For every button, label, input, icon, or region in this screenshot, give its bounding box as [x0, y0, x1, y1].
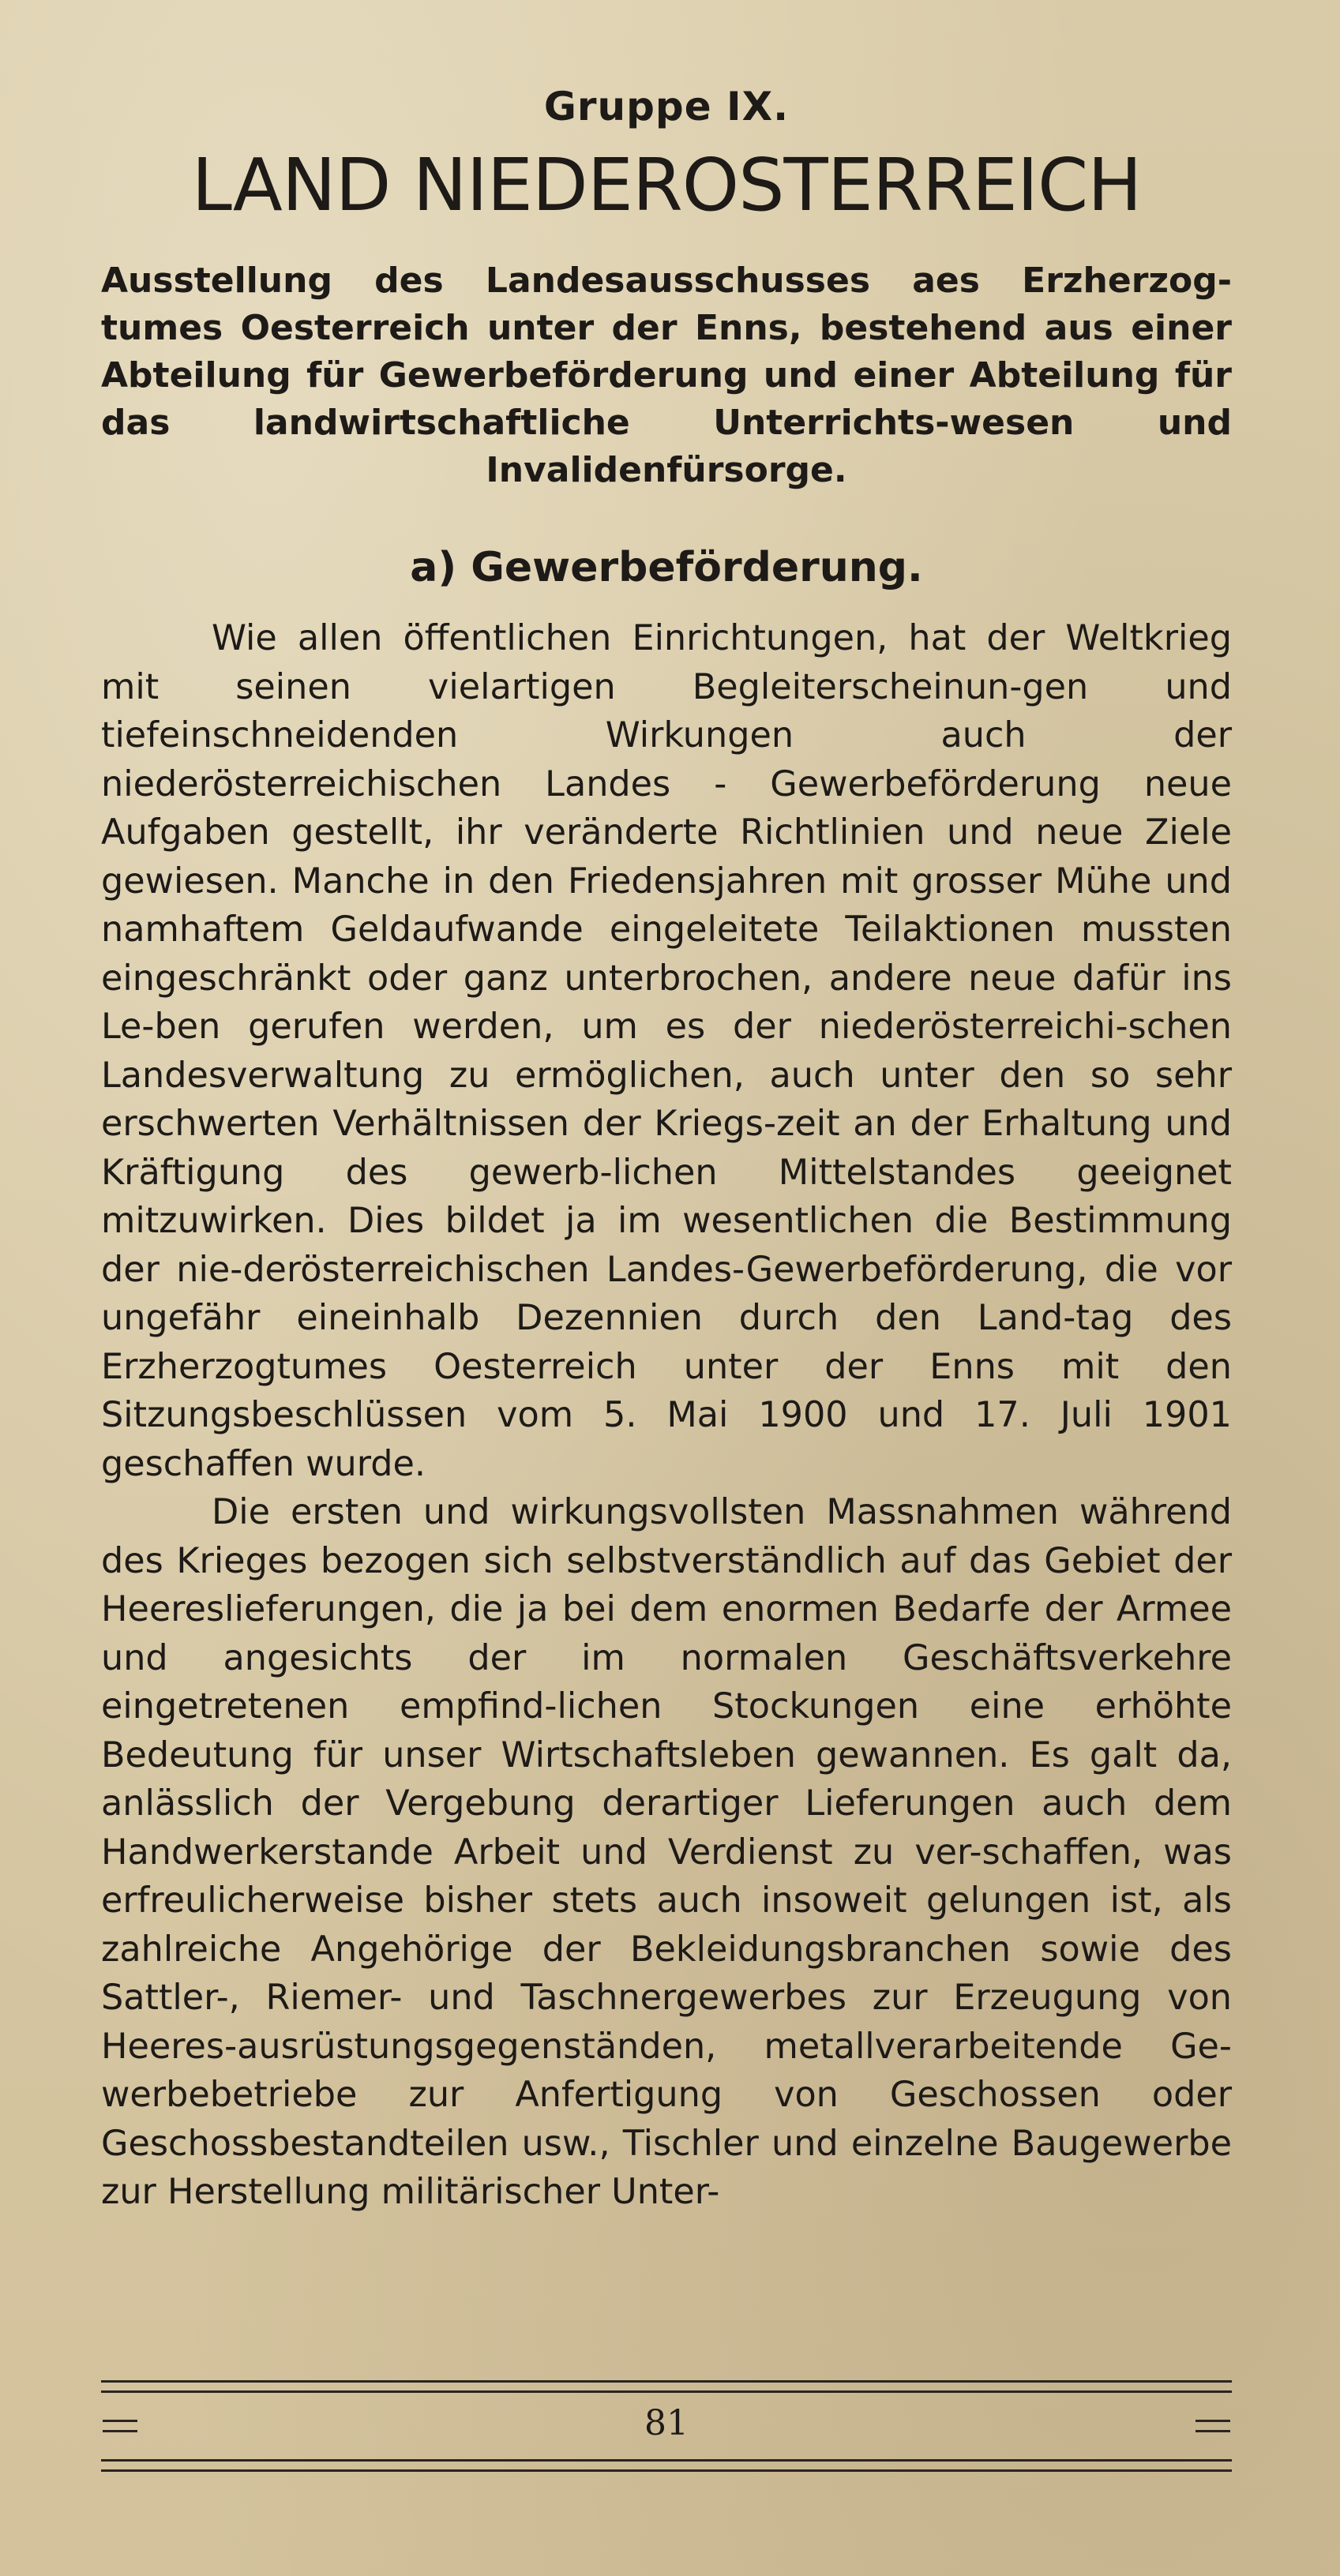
footer-dash-right — [1195, 2420, 1230, 2432]
paragraph-1: Wie allen öffentlichen Einrichtungen, hat der Weltkrieg mit seinen vielartigen Begleiterscheinun-gen und tiefeinschneidenden Wirkungen auch der niederösterreichischen Landes - Gewerbeförderung neue Aufgaben gestellt, ihr veränderte Richtlinien und neue Ziele gewiesen. Manche in den Friedensjahren mit grosser Mühe und namhaftem Geldaufwande eingeleitete Teilaktionen mussten eingeschränkt oder ganz unterbrochen, andere neue dafür ins Le-ben gerufen werden, um es der niederösterreichi-schen Landesverwaltung zu ermöglichen, auch unter den so sehr erschwerten Verhältnissen der Kriegs-zeit an der Erhaltung und Kräftigung des gewerb-lichen Mittelstandes geeignet mitzuwirken. Dies bildet ja im wesentlichen die Bestimmung der nie-derösterreichischen Landes-Gewerbeförderung, die vor ungefähr eineinhalb Dezennien durch den Land-tag des Erzherzogtumes Oesterreich unter der Enns mit den Sitzungsbeschlüssen vom 5. Mai 1900 und 17. Juli 1901 geschaffen wurde. — [101, 618, 1232, 1484]
page-number: 81 — [644, 2403, 689, 2443]
page-content — [101, 79, 1232, 2217]
section-heading: a) Gewerbeförderung. — [410, 544, 923, 591]
footer-rule-bottom — [101, 2459, 1232, 2472]
page-title: LAND NIEDEROSTERREICH — [191, 143, 1142, 227]
footer-rule-top — [101, 2380, 1232, 2393]
subtitle: Ausstellung des Landesausschusses aes Erzherzog-tumes Oesterreich unter der Enns, bestehend aus einer Abteilung für Gewerbeförderung und einer Abteilung für das landwirtschaftliche Unterrichts-wesen und Invalidenfürsorge. — [101, 261, 1232, 490]
group-label: Gruppe IX. — [543, 84, 790, 129]
body-text — [101, 614, 1232, 2217]
page-footer — [101, 2380, 1232, 2475]
paragraph-2: Die ersten und wirkungsvollsten Massnahmen während des Krieges bezogen sich selbstverständlich auf das Gebiet der Heereslieferungen, die ja bei dem enormen Bedarfe der Armee und angesichts der im normalen Geschäftsverkehre eingetretenen empfind-lichen Stockungen eine erhöhte Bedeutung für unser Wirtschaftsleben gewannen. Es galt da, anlässlich der Vergebung derartiger Lieferungen auch dem Handwerkerstande Arbeit und Verdienst zu ver-schaffen, was erfreulicherweise bisher stets auch insoweit gelungen ist, als zahlreiche Angehörige der Bekleidungsbranchen sowie des Sattler-, Riemer- und Taschnergewerbes zur Erzeugung von Heeres-ausrüstungsgegenständen, metallverarbeitende Ge-werbebetriebe zur Anfertigung von Geschossen oder Geschossbestandteilen usw., Tischler und einzelne Baugewerbe zur Herstellung militärischer Unter- — [101, 1492, 1232, 2212]
